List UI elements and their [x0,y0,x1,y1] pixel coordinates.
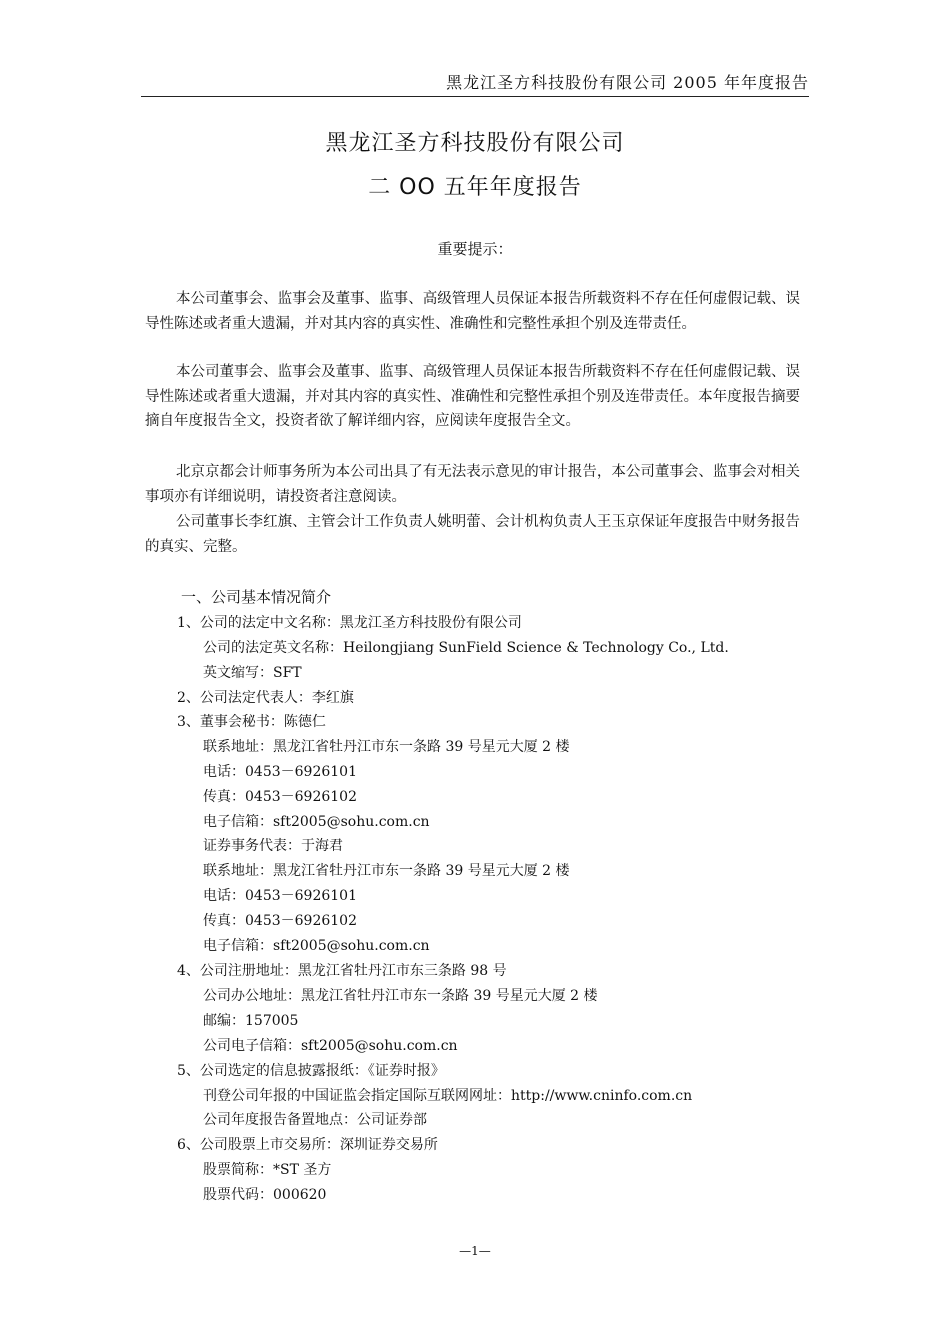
running-header: 黑龙江圣方科技股份有限公司 2005 年年度报告 [446,73,809,92]
info-line: 联系地址：黑龙江省牡丹江市东一条路 39 号星元大厦 2 楼 [203,863,570,879]
company-title: 黑龙江圣方科技股份有限公司 [325,131,625,156]
info-line: 英文缩写：SFT [203,665,302,681]
info-line: 股票代码：000620 [203,1187,327,1203]
info-line: 公司的法定英文名称：Heilongjiang SunField Science & Technology Co., Ltd. [203,640,729,656]
info-line: 公司电子信箱：sft2005@sohu.com.cn [203,1038,458,1054]
header-rule [141,96,809,97]
info-line: 刊登公司年报的中国证监会指定国际互联网网址：http://www.cninfo.com.cn [203,1088,693,1104]
info-line: 1、公司的法定中文名称：黑龙江圣方科技股份有限公司 [177,615,522,631]
info-line: 邮编：157005 [203,1013,299,1029]
page-number: —1— [459,1244,491,1258]
info-line: 电子信箱：sft2005@sohu.com.cn [203,938,430,954]
notice-paragraph-3: 北京京都会计师事务所为本公司出具了有无法表示意见的审计报告，本公司董事会、监事会对相关事项亦有详细说明，请投资者注意阅读。 [145,464,800,505]
info-line: 股票简称：*ST 圣方 [203,1162,332,1178]
info-line: 3、董事会秘书：陈德仁 [177,714,326,730]
notice-heading: 重要提示： [437,240,513,258]
info-line: 2、公司法定代表人：李红旗 [177,690,354,706]
info-line: 公司年度报告备置地点：公司证券部 [203,1112,427,1128]
notice-paragraph-1: 本公司董事会、监事会及董事、监事、高级管理人员保证本报告所载资料不存在任何虚假记载、误导性陈述或者重大遗漏，并对其内容的真实性、准确性和完整性承担个别及连带责任。 [145,291,800,332]
info-line: 公司办公地址：黑龙江省牡丹江市东一条路 39 号星元大厦 2 楼 [203,988,598,1004]
report-title: 二 OO 五年年度报告 [368,175,582,200]
info-line: 联系地址：黑龙江省牡丹江市东一条路 39 号星元大厦 2 楼 [203,739,570,755]
info-line: 传真：0453－6926102 [203,913,357,929]
info-line: 证券事务代表：于海君 [203,838,343,854]
info-line: 电话：0453－6926101 [203,888,357,904]
info-line: 电话：0453－6926101 [203,764,357,780]
info-line: 6、公司股票上市交易所：深圳证券交易所 [177,1137,438,1153]
notice-paragraph-2: 本公司董事会、监事会及董事、监事、高级管理人员保证本报告所载资料不存在任何虚假记载、误导性陈述或者重大遗漏，并对其内容的真实性、准确性和完整性承担个别及连带责任。本年度报告摘要摘自年度报告全文，投资者欲了解详细内容，应阅读年度报告全文。 [145,364,800,429]
info-line: 传真：0453－6926102 [203,789,357,805]
section-heading-basic-info: 一、公司基本情况简介 [181,588,332,606]
info-line: 4、公司注册地址：黑龙江省牡丹江市东三条路 98 号 [177,963,507,979]
notice-paragraph-4: 公司董事长李红旗、主管会计工作负责人姚明蕾、会计机构负责人王玉京保证年度报告中财务报告的真实、完整。 [145,514,800,555]
info-line: 电子信箱：sft2005@sohu.com.cn [203,814,430,830]
info-line: 5、公司选定的信息披露报纸：《证券时报》 [177,1063,445,1079]
